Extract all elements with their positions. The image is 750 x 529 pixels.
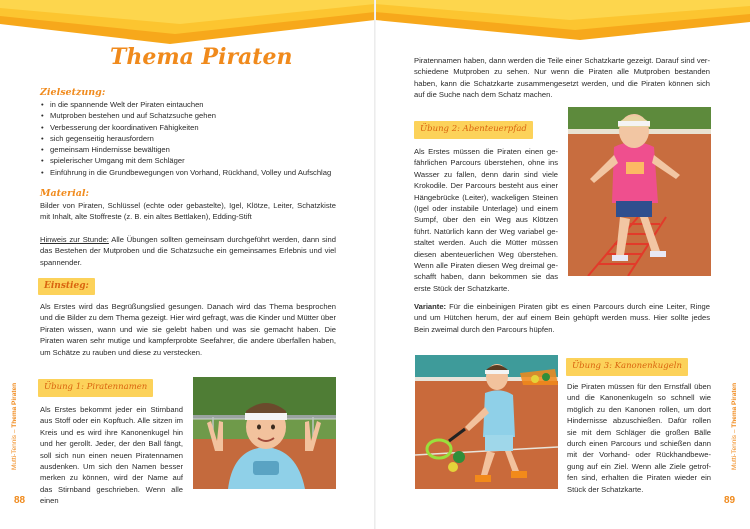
uebung1-text: Als Erstes bekommt jeder ein Stirnband aus Stoff oder ein Kopftuch. Alle sitzen im Kreis und es wird ihre Kanonenkugel hin und her gerollt. Jeder, der den Ball fängt, soll sich nun einen neuen Piratennamen ausdenken. Um sich den Namen besser merken zu können, wird der Name auf das Stirnband geschrieben. Wenn alle einen: [40, 405, 183, 506]
page-number-right: 89: [724, 495, 736, 506]
photo-child-headband: [193, 377, 336, 489]
list-item: • in die spannende Welt der Piraten eintauchen: [40, 99, 350, 110]
side-label-right: Mutti-Tennis – Thema Piraten: [731, 382, 738, 470]
hinweis-paragraph: [40, 234, 336, 268]
variante-text: Für die einbeinigen Piraten gibt es einen Parcours durch eine Leiter, Ringe und um Hütchen herum, der auf einem Bein gehüpft werden muss. Hier sollte jedes Bein zweimal durch den Parcours hüpfen.: [414, 302, 710, 334]
zielsetzung-heading: Zielsetzung:: [40, 87, 106, 98]
hinweis-text: Alle Übungen sollten gemeinsam durchgeführt werden, dann sind das Bestehen der Mutproben und die Schatzsuche ein gemeinsames Erlebnis und viel spannender.: [40, 235, 336, 267]
list-item: • Verbesserung der koordinativen Fähigkeiten: [40, 122, 350, 133]
list-item: • sich gegenseitig herausfordern: [40, 133, 350, 144]
einstieg-heading: Einstieg:: [38, 278, 95, 295]
zielsetzung-list: [40, 99, 350, 178]
uebung1-heading: Übung 1: Piratennamen: [38, 379, 153, 397]
variante-paragraph: [414, 301, 710, 335]
uebung2-text: Als Erstes müssen die Piraten einen ge-fährlichen Parcours überstehen, ohne ins Wasser zu fallen, denn darin sind viele Krokodile. Der Parcours besteht aus einer Hängebrücke (Leiter), wackeligen Steinen (Igel oder instabile Unterlage) und einem Sumpf, über den ein Weg aus Klötzen führt. Natürlich kann der Weg variabel ge-staltet werden. Auch die Mütter müssen diesen abenteuerlichen Weg überstehen. Wenn alle Piraten diesen Weg dreimal ge-schafft haben, dann bekommen sie das erste Stück der Schatzkarte.: [414, 147, 558, 293]
variante-label: Variante:: [414, 302, 447, 311]
photo-boy-racket: [415, 355, 558, 489]
material-heading: Material:: [40, 188, 89, 199]
page-gutter: [374, 0, 376, 529]
intro-text: Piratennamen haben, dann werden die Teile einer Schatzkarte gezeigt. Darauf sind ver-schiedene Mutproben zu sehen. Nur wenn die Piraten alle Mutproben bestanden haben, kann die Schatzkarte zusammengesetzt werden, und die Piraten können sich auf die Suche nach dem Schatz machen.: [414, 56, 710, 100]
hinweis-label: Hinweis zur Stunde:: [40, 235, 109, 244]
photo-girl-ladder: [568, 107, 711, 276]
list-item: • spielerischer Umgang mit dem Schläger: [40, 155, 350, 166]
list-item: • Mutproben bestehen und auf Schatzsuche gehen: [40, 110, 350, 121]
page-number-left: 88: [14, 495, 26, 506]
einstieg-text: Als Erstes wird das Begrüßungslied gesungen. Danach wird das Thema besprochen und die Bilder zu dem Thema gezeigt. Hier wird gefragt, was die Kinder und Mütter über Piraten wissen, wann und wie sie gelebt haben und was sie gemacht haben. Die Piraten waren sehr mutige und kampferprobte Seefahrer, die andere überfallen haben, um Schätze zu rauben und diese zu verstecken.: [40, 302, 336, 357]
page-title: Thema Piraten: [110, 44, 293, 70]
material-text: Bilder von Piraten, Schlüssel (echte oder gebastelte), Igel, Klötze, Leiter, Schatzkiste mit Inhalt, alte Stoffreste (z. B. ein altes Bettlaken), Edding-Stift: [40, 201, 336, 222]
side-label-left: Mutti-Tennis – Thema Piraten: [11, 382, 18, 470]
list-item: • gemeinsam Hindernisse bewältigen: [40, 144, 350, 155]
uebung3-text: Die Piraten müssen für den Ernstfall üben und die Kanonenkugeln so schnell wie möglich zu den Kanonen rollen, um dort Hindernisse abzuschießen. Dafür rollen sie mit dem Schläger die großen Bälle durch einen Parcours und schießen dann mit der Vorhand- oder Rückhandbewe-gung auf ein Ziel. Wenn alle Ziele getrof-fen sind, erhalten die Piraten wieder ein Stück der Schatzkarte.: [567, 382, 711, 494]
uebung3-heading: Übung 3: Kanonenkugeln: [566, 358, 688, 376]
list-item: • Einführung in die Grundbewegungen von Vorhand, Rückhand, Volley und Aufschlag: [40, 167, 350, 178]
uebung2-heading: Übung 2: Abenteuerpfad: [414, 121, 533, 139]
